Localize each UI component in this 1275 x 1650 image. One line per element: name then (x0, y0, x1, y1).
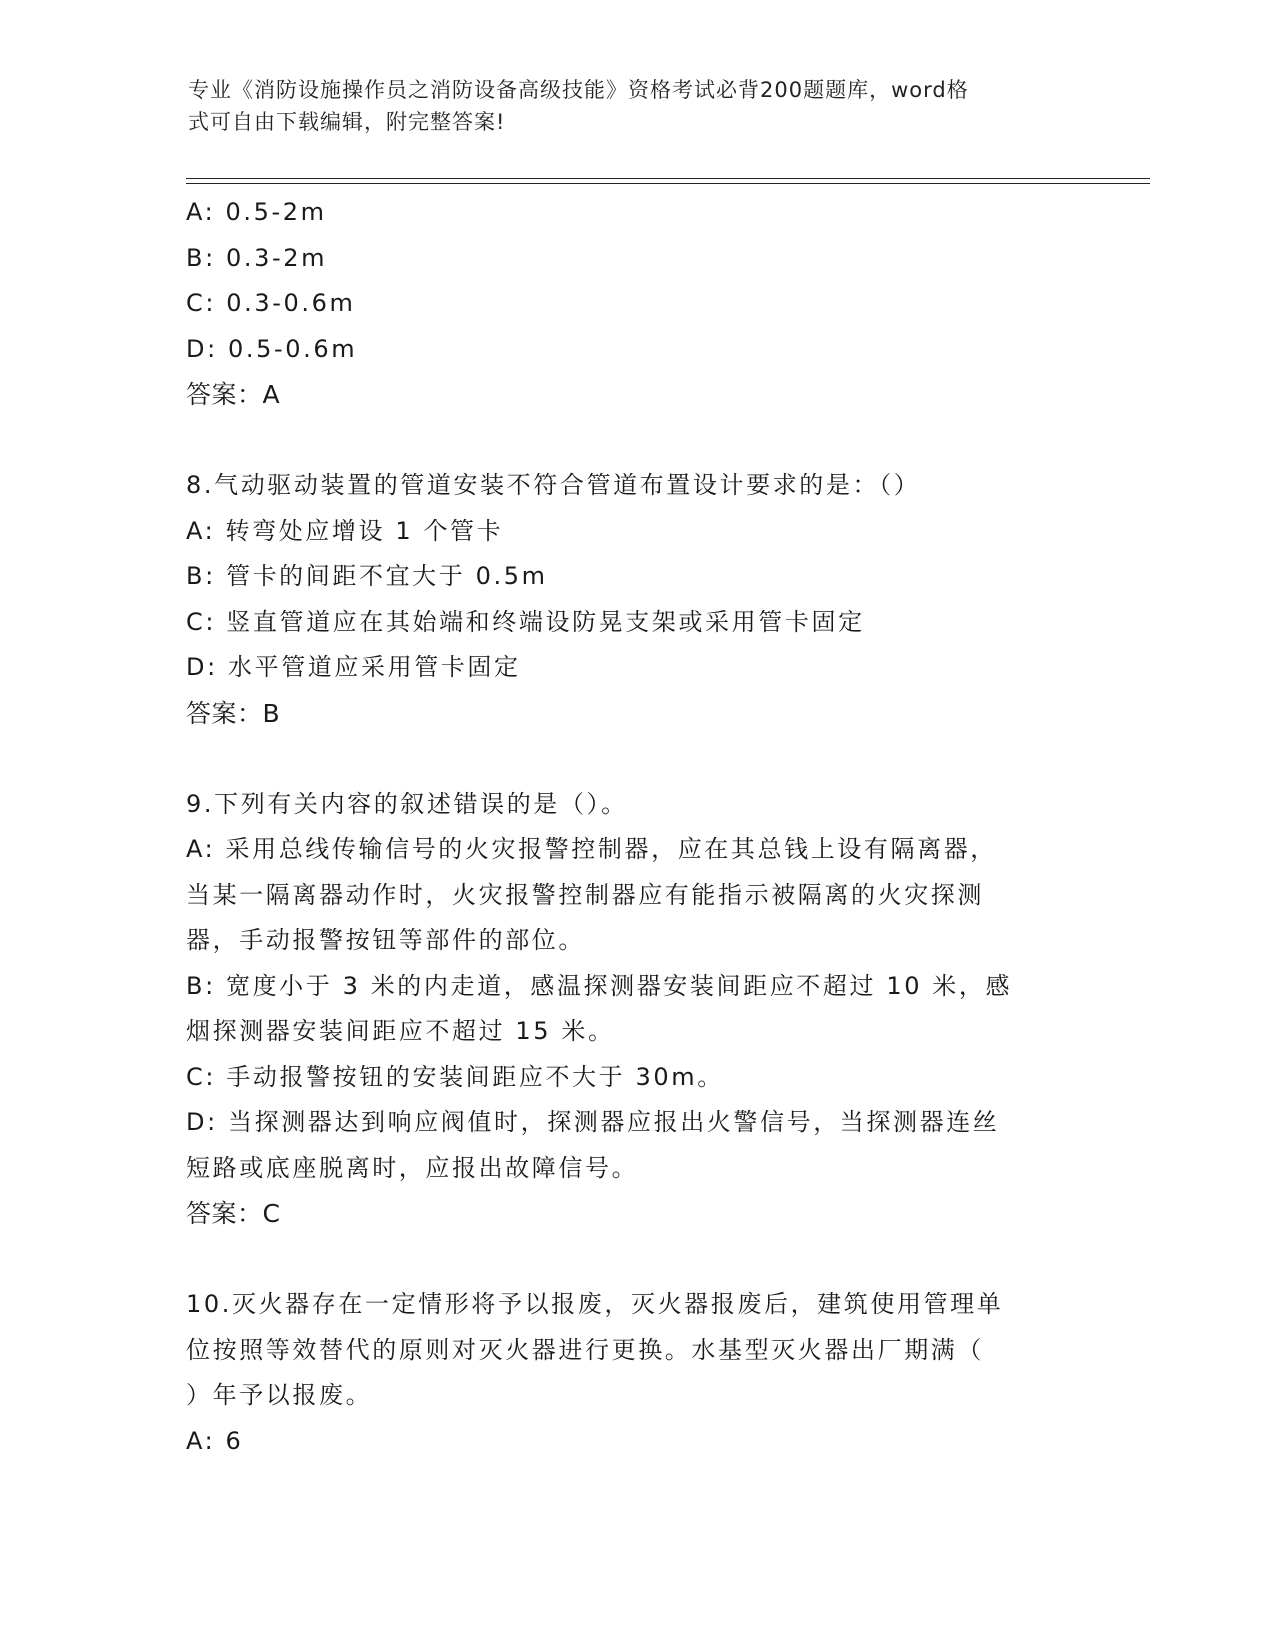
option-a-line-2: 当某一隔离器动作时，火灾报警控制器应有能指示被隔离的火灾探测 (186, 880, 984, 909)
option-c (186, 1055, 1086, 1101)
option-d-line-2: 短路或底座脱离时，应报出故障信号。 (186, 1153, 639, 1182)
page-header (188, 74, 1068, 138)
option-a: A: 转弯处应增设 1 个管卡 (186, 516, 504, 545)
question-text: 9.下列有关内容的叙述错误的是（）。 (186, 789, 628, 818)
option-d: D: 0.5-0.6m (186, 334, 358, 363)
option-b-line-2: 烟探测器安装间距应不超过 15 米。 (186, 1017, 615, 1045)
header-line-1: 专业《消防设施操作员之消防设备高级技能》资格考试必背200题题库，word格 (188, 78, 969, 102)
option-b (186, 964, 1086, 1055)
question-9 (186, 782, 1086, 1237)
answer: 答案：A (186, 380, 281, 409)
option-b: B: 管卡的间距不宜大于 0.5m (186, 562, 548, 590)
question-text-line-2: 位按照等效替代的原则对灭火器进行更换。水基型灭火器出厂期满（ (186, 1335, 984, 1364)
question-8 (186, 463, 1086, 736)
header-line-2: 式可自由下载编辑，附完整答案! (188, 110, 506, 134)
spacer (186, 736, 1086, 782)
question-text: 8.气动驱动装置的管道安装不符合管道布置设计要求的是：（） (186, 471, 921, 499)
answer: 答案：B (186, 698, 281, 728)
option-b: B: 0.3-2m (186, 243, 328, 272)
answer: 答案：C (186, 1199, 281, 1228)
option-c: C: 0.3-0.6m (186, 289, 356, 317)
option-c: C: 竖直管道应在其始端和终端设防晃支架或采用管卡固定 (186, 607, 865, 636)
spacer (186, 1237, 1086, 1283)
question-text-line-1: 10.灭火器存在一定情形将予以报废，灭火器报废后，建筑使用管理单 (186, 1290, 1004, 1318)
header-divider-top (186, 178, 1150, 179)
question-text-line-3: ）年予以报废。 (186, 1381, 373, 1409)
option-a: A: 0.5-2m (186, 198, 327, 226)
option-a: A: 6 (186, 1426, 244, 1455)
header-divider-bottom (186, 183, 1150, 184)
option-d-line-1: D: 当探测器达到响应阀值时，探测器应报出火警信号，当探测器连丝 (186, 1108, 1000, 1136)
question-7 (186, 190, 1086, 418)
option-d: D: 水平管道应采用管卡固定 (186, 653, 521, 681)
option-d (186, 1100, 1086, 1191)
question-list (186, 190, 1086, 1464)
option-a (186, 827, 1086, 964)
spacer (186, 418, 1086, 464)
option-b-line-1: B: 宽度小于 3 米的内走道，感温探测器安装间距应不超过 10 米，感 (186, 971, 1013, 1000)
question-10 (186, 1282, 1086, 1464)
option-a-line-3: 器，手动报警按钮等部件的部位。 (186, 926, 585, 954)
option-c-line-1: C: 手动报警按钮的安装间距应不大于 30m。 (186, 1062, 724, 1091)
option-a-line-1: A: 采用总线传输信号的火灾报警控制器，应在其总钱上设有隔离器， (186, 835, 997, 863)
